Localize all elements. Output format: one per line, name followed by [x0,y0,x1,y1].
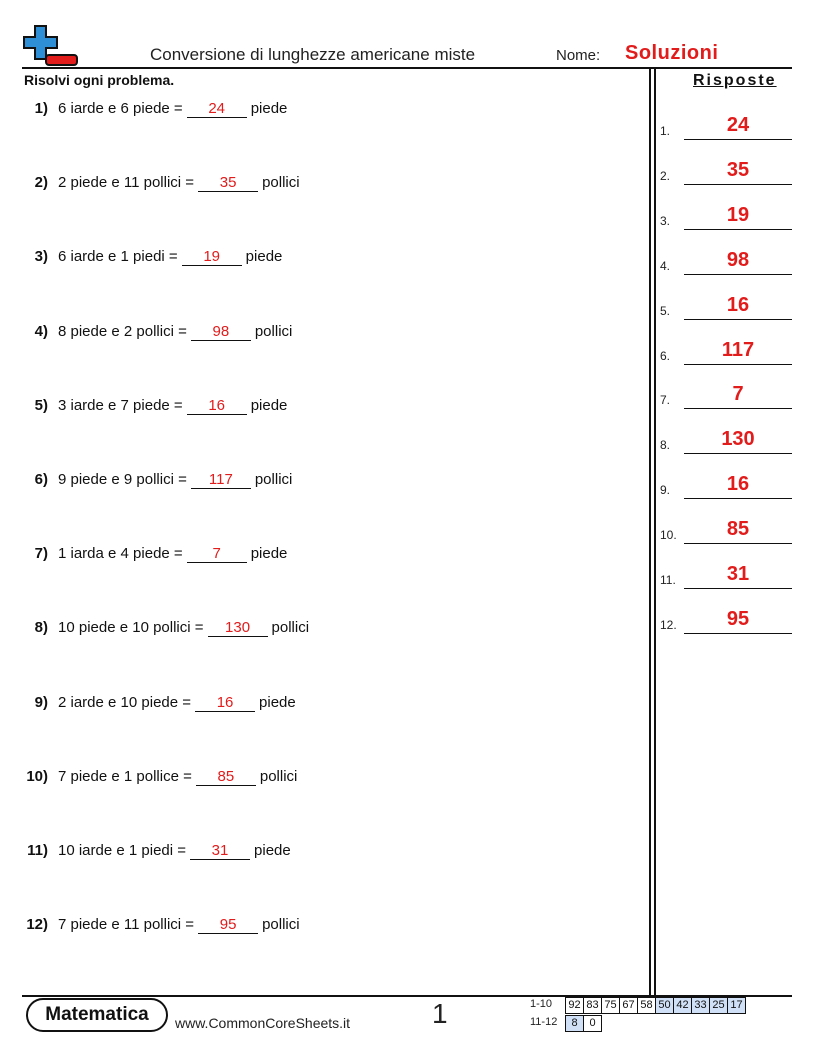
problem-unit: pollici [254,322,293,340]
answers-title: Risposte [693,72,777,89]
column-divider [654,67,656,996]
answer-value: 16 [726,293,750,316]
problem-text: 1 iarda e 4 piede = [58,545,183,563]
problem-number: 1) [34,100,48,117]
answer-index: 12. [660,617,677,632]
answer-blank[interactable]: 117 [191,471,251,489]
answer-value: 7 [732,383,744,406]
score-cell: 8 [565,1015,584,1032]
score-cell: 42 [673,997,692,1014]
brand-badge: Matematica [26,998,168,1032]
problem-text: 3 iarde e 7 piede = [58,396,183,414]
problem-text: 6 iarde e 1 piedi = [58,248,178,266]
answer-row [660,158,792,185]
answer-blank[interactable]: 16 [187,397,247,415]
answer-row [660,520,792,544]
score-cell: 17 [727,997,746,1014]
score-row [566,997,746,1014]
problem-unit: pollici [254,471,293,488]
answer-blank[interactable]: 24 [187,100,247,118]
column-divider [649,67,651,996]
problem-number: 7) [34,545,48,563]
answer-row [660,203,792,230]
problem-text: 6 iarde e 6 piede = [58,100,183,117]
website-link[interactable]: www.CommonCoreSheets.it [175,1015,351,1031]
answer-index: 10. [660,528,677,543]
name-value: Soluzioni [625,42,719,64]
problem-row [22,323,292,341]
problem-number: 9) [34,693,48,711]
answer-line [684,364,792,365]
name-label: Nome: [556,47,601,64]
problem-unit: pollici [259,767,298,785]
problem-row [22,397,287,415]
score-cell: 67 [619,997,638,1014]
problem-row [22,174,300,192]
score-cell: 0 [583,1015,602,1032]
answer-value: 130 [721,428,755,451]
answer-blank[interactable]: 130 [208,619,268,637]
answer-blank[interactable]: 19 [182,248,242,266]
score-cell: 33 [691,997,710,1014]
answer-line [684,229,792,230]
answer-index: 8. [660,438,671,453]
answer-blank[interactable]: 31 [190,842,250,860]
score-row [566,1015,602,1032]
problem-row [22,842,291,860]
problem-unit: piede [245,248,283,266]
score-cell: 25 [709,997,728,1014]
problem-unit: pollici [271,619,310,637]
answer-row [660,475,792,499]
problem-unit: piede [250,545,288,563]
answer-blank[interactable]: 7 [187,545,247,563]
answer-value: 16 [726,473,750,496]
problem-row [22,916,300,934]
problem-row [22,694,296,712]
problem-number: 4) [34,322,48,340]
score-range-label: 11-12 [530,1016,558,1028]
problem-text: 2 piede e 11 pollici = [58,174,195,192]
answer-index: 4. [660,258,671,273]
score-range-label: 1-10 [530,998,553,1010]
worksheet-title: Conversione di lunghezze americane miste [150,45,476,64]
answer-value: 31 [726,563,750,585]
problem-row [22,100,287,118]
score-cell: 58 [637,997,656,1014]
answer-value: 24 [726,114,750,136]
problem-number: 3) [34,248,48,266]
answer-line [684,274,792,275]
problem-row [22,768,297,786]
answer-blank[interactable]: 95 [198,916,258,934]
answer-index: 9. [660,483,671,498]
problem-unit: piede [250,100,288,117]
answer-row [660,385,792,409]
answer-line [684,139,792,140]
problem-number: 6) [34,471,48,488]
problem-text: 7 piede e 11 pollici = [58,916,195,934]
problem-number: 12) [26,916,48,934]
answer-index: 2. [660,168,671,183]
answer-row [660,607,792,634]
answer-index: 3. [660,213,671,228]
score-cell: 50 [655,997,674,1014]
answer-line [684,588,792,589]
problem-text: 7 piede e 1 pollice = [58,767,192,785]
answer-value: 85 [726,518,750,541]
problem-row [22,248,282,266]
problem-text: 8 piede e 2 pollici = [58,322,187,340]
problem-number: 10) [26,767,48,785]
score-cell: 92 [565,997,584,1014]
score-cell: 75 [601,997,620,1014]
answer-index: 1. [660,124,671,138]
problem-row [22,545,287,563]
score-cell: 83 [583,997,602,1014]
problem-unit: piede [250,396,288,414]
answer-row [660,116,792,140]
answer-line [684,498,792,499]
problem-text: 9 piede e 9 pollici = [58,471,187,488]
answer-value: 19 [726,203,750,226]
problem-text: 10 iarde e 1 piedi = [58,842,187,859]
answer-blank[interactable]: 85 [196,768,256,786]
problem-unit: pollici [262,174,300,192]
problem-number: 5) [34,396,48,414]
problem-number: 8) [34,619,48,637]
page-number: 1 [432,998,448,1029]
problem-row [22,619,309,637]
answer-blank[interactable]: 16 [195,694,255,712]
answer-row [660,293,792,320]
problem-unit: pollici [262,916,300,934]
answer-row [660,338,792,365]
header-divider [22,67,792,69]
problem-text: 2 iarde e 10 piede = [58,693,192,711]
answer-value: 117 [721,338,755,361]
problem-number: 11) [27,842,48,859]
answer-line [684,319,792,320]
answer-line [684,408,792,409]
answer-index: 6. [660,348,671,363]
answer-index: 11. [660,573,676,587]
answer-value: 35 [726,158,750,181]
problem-number: 2) [34,174,48,192]
problem-unit: piede [254,842,291,859]
answer-blank[interactable]: 98 [191,323,251,341]
problem-unit: piede [259,693,296,711]
answer-value: 95 [726,607,750,630]
problem-row [22,471,292,489]
answer-line [684,543,792,544]
answer-index: 5. [660,303,671,318]
answer-row [660,565,792,589]
instructions: Risolvi ogni problema. [24,72,175,88]
answer-index: 7. [660,393,671,408]
answer-line [684,184,792,185]
answer-line [684,453,792,454]
answer-row [660,430,792,454]
plus-minus-logo-icon [22,24,80,68]
answer-blank[interactable]: 35 [198,174,258,192]
answer-row [660,248,792,275]
problem-text: 10 piede e 10 pollici = [58,619,204,637]
answer-line [684,633,792,634]
answer-value: 98 [726,248,750,271]
